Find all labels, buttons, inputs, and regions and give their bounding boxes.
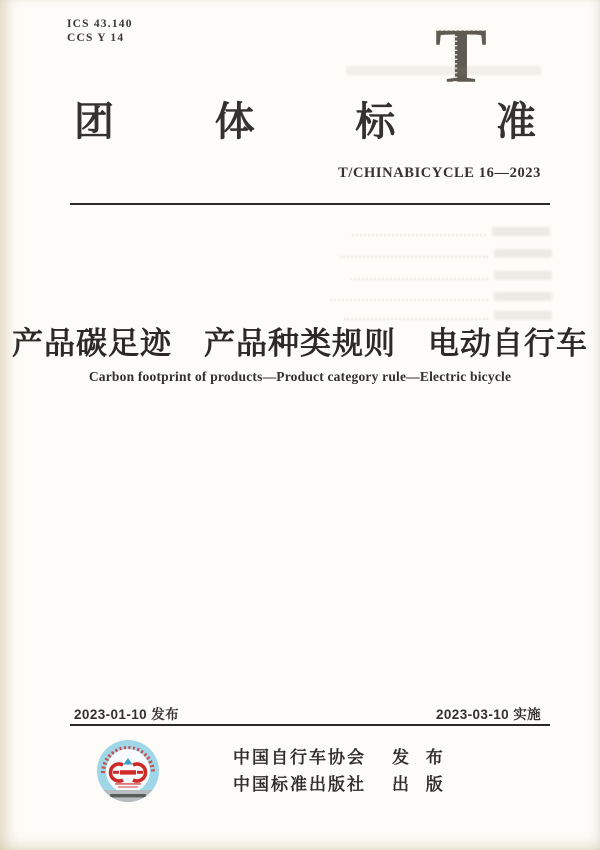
seal-bottom-band bbox=[96, 790, 160, 803]
group-standard-T-logo bbox=[433, 20, 489, 92]
ccs-code: CCS Y 14 bbox=[67, 32, 125, 44]
association-seal bbox=[96, 739, 160, 803]
standard-type-heading bbox=[74, 100, 536, 144]
seal-caption-line bbox=[115, 783, 141, 785]
standard-T-mark: T bbox=[434, 20, 488, 92]
publisher-role: 出 版 bbox=[392, 775, 449, 794]
document-title-english: Carbon footprint of products—Product category rule—Electric bicycle bbox=[88, 369, 512, 384]
seal-caption-line bbox=[118, 786, 138, 788]
issue-date: 2023-01-10 发布 bbox=[74, 707, 180, 722]
document-title-chinese: 产品碳足迹 产品种类规则 电动自行车 bbox=[12, 326, 588, 361]
standard-number: T/CHINABICYCLE 16—2023 bbox=[338, 165, 541, 181]
publisher-role: 发 布 bbox=[392, 748, 449, 767]
implementation-date: 2023-03-10 实施 bbox=[435, 707, 541, 722]
masthead-divider-line bbox=[70, 203, 550, 205]
classification-codes bbox=[67, 17, 133, 45]
publisher-line bbox=[233, 743, 449, 768]
standard-type-char: 准 bbox=[495, 99, 536, 144]
standard-type-char: 体 bbox=[214, 99, 255, 144]
standard-type-char: 团 bbox=[74, 99, 114, 144]
publisher-org: 中国标准出版社 bbox=[233, 775, 366, 794]
showthrough-artifact bbox=[352, 226, 550, 236]
publisher-line bbox=[233, 770, 449, 795]
standard-type-char: 标 bbox=[355, 99, 396, 144]
ics-code: ICS 43.140 bbox=[67, 18, 133, 30]
publisher-org: 中国自行车协会 bbox=[233, 748, 366, 767]
showthrough-artifact bbox=[340, 248, 552, 258]
footer-divider-line bbox=[70, 724, 550, 726]
showthrough-artifact bbox=[350, 270, 552, 280]
showthrough-artifact bbox=[330, 291, 552, 301]
